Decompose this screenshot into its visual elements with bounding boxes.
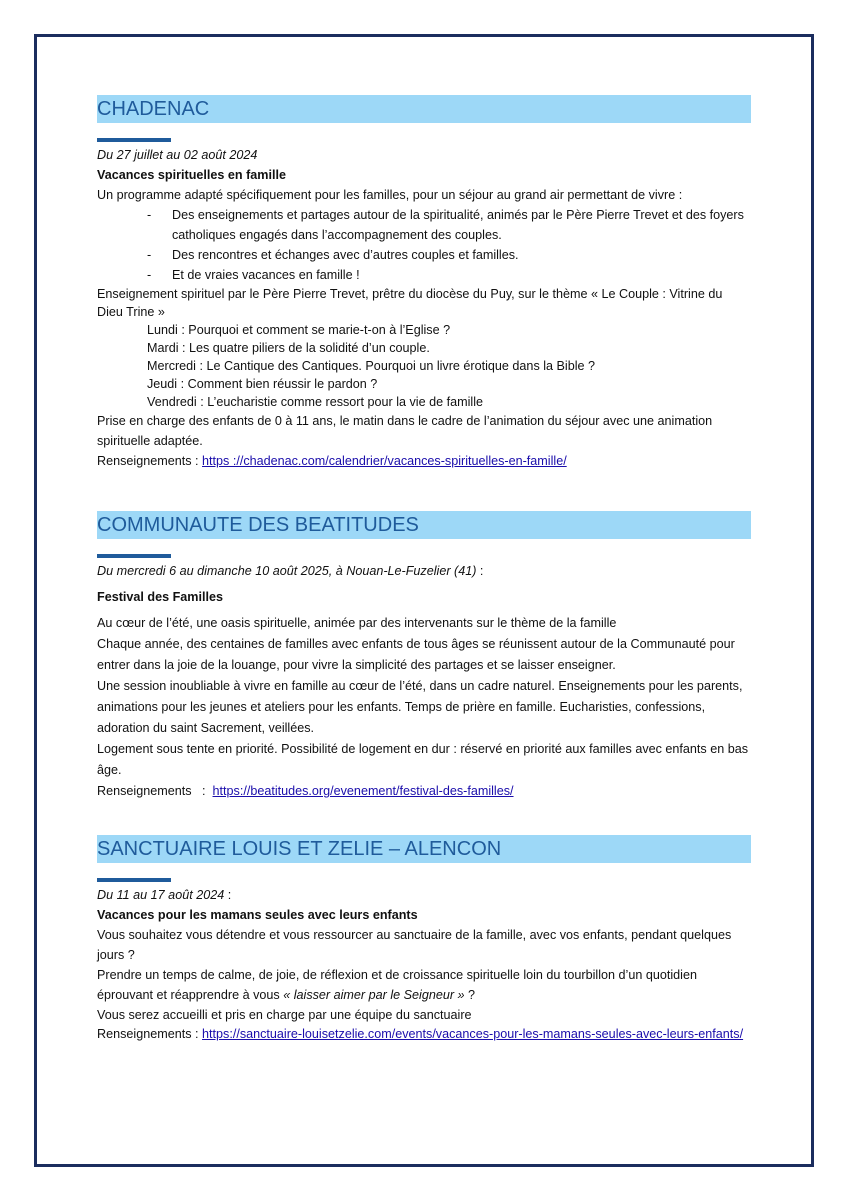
day-item: Mercredi : Le Cantique des Cantiques. Pourquoi un livre érotique dans la Bible ? xyxy=(147,359,596,373)
day-item: Vendredi : L’eucharistie comme ressort pour la vie de famille xyxy=(147,395,483,409)
paragraph-text: Prendre un temps de calme, de joie, de réflexion et de croissance spirituelle loin du tourbillon d’un quotidien éprouvant et réapprendre à vous xyxy=(97,968,697,1002)
info-line xyxy=(97,781,751,802)
bullet-item: - Des rencontres et échanges avec d’autres couples et familles. xyxy=(147,245,751,265)
section-chadenac xyxy=(97,95,751,471)
paragraph: Chaque année, des centaines de familles avec enfants de tous âges se réunissent autour de la Communauté pour entrer dans la joie de la louange, pour vivre la simplicité des partages et se laisser enseigner. xyxy=(97,637,735,672)
event-subtitle: Vacances pour les mamans seules avec leurs enfants xyxy=(97,908,418,922)
title-underline xyxy=(97,878,171,882)
date-suffix: : xyxy=(224,888,232,902)
section-title: COMMUNAUTE DES BEATITUDES xyxy=(97,511,751,539)
info-label: Renseignements : xyxy=(97,454,203,468)
days-list xyxy=(97,321,751,411)
section-title: SANCTUAIRE LOUIS ET ZELIE – ALENCON xyxy=(97,835,751,863)
event-date-line xyxy=(97,561,751,581)
paragraph: Au cœur de l’été, une oasis spirituelle, animée par des intervenants sur le thème de la famille xyxy=(97,616,617,630)
paragraph: Logement sous tente en priorité. Possibilité de logement en dur : réservé en priorité aux familles avec enfants en bas âge. xyxy=(97,742,749,777)
children-text: Prise en charge des enfants de 0 à 11 ans, le matin dans le cadre de l’animation du séjour avec une animation spirituelle adaptée. xyxy=(97,414,713,448)
info-link[interactable]: https://sanctuaire-louisetzelie.com/events/vacances-pour-les-mamans-seules-avec-leurs-enfants/ xyxy=(202,1027,744,1041)
event-subtitle: Festival des Familles xyxy=(97,590,223,604)
event-date-line xyxy=(97,885,751,905)
paragraph: Vous serez accueilli et pris en charge par une équipe du sanctuaire xyxy=(97,1008,472,1022)
day-item: Lundi : Pourquoi et comment se marie-t-on à l’Eglise ? xyxy=(147,323,451,337)
title-underline xyxy=(97,138,171,142)
day-item: Mardi : Les quatre piliers de la solidité d’un couple. xyxy=(147,341,430,355)
info-link[interactable]: https://beatitudes.org/evenement/festival-des-familles/ xyxy=(212,784,514,798)
title-underline xyxy=(97,554,171,558)
date-suffix: : xyxy=(476,564,484,578)
info-line xyxy=(97,451,751,471)
quote-text: « laisser aimer par le Seigneur » xyxy=(283,988,465,1002)
info-link[interactable]: https ://chadenac.com/calendrier/vacances-spirituelles-en-famille/ xyxy=(202,454,567,468)
intro-text: Un programme adapté spécifiquement pour les familles, pour un séjour au grand air permettant de vivre : xyxy=(97,188,683,202)
paragraph: Une session inoubliable à vivre en famille au cœur de l’été, dans un cadre naturel. Enseignements pour les parents, animations pour les jeunes et ateliers pour les enfants. Temps de prière en famille. Eucharisties, confessions, adoration du saint Sacrement, veillées. xyxy=(97,679,743,735)
event-date: Du mercredi 6 au dimanche 10 août 2025, à Nouan-Le-Fuzelier (41) xyxy=(97,564,477,578)
event-date: Du 27 juillet au 02 août 2024 xyxy=(97,148,258,162)
section-sanctuaire xyxy=(97,835,751,1043)
section-beatitudes xyxy=(97,511,751,802)
bullet-item: - Et de vraies vacances en famille ! xyxy=(147,265,751,285)
event-subtitle: Vacances spirituelles en famille xyxy=(97,168,287,182)
info-label: Renseignements : xyxy=(97,784,213,798)
teaching-text: Enseignement spirituel par le Père Pierre Trevet, prêtre du diocèse du Puy, sur le thème « Le Couple : Vitrine du Dieu Trine » xyxy=(97,287,723,319)
info-label: Renseignements : xyxy=(97,1027,203,1041)
section-title: CHADENAC xyxy=(97,95,751,123)
day-item: Jeudi : Comment bien réussir le pardon ? xyxy=(147,377,378,391)
paragraph-end: ? xyxy=(464,988,476,1002)
paragraph xyxy=(97,965,751,1005)
paragraph: Vous souhaitez vous détendre et vous ressourcer au sanctuaire de la famille, avec vos enfants, pendant quelques jours ? xyxy=(97,928,732,962)
event-date: Du 11 au 17 août 2024 xyxy=(97,888,225,902)
bullet-list xyxy=(97,205,751,285)
info-line xyxy=(97,1025,751,1043)
bullet-item: - Des enseignements et partages autour de la spiritualité, animés par le Père Pierre Trevet et des foyers catholiques engagés dans l’accompagnement des couples. xyxy=(147,205,751,245)
